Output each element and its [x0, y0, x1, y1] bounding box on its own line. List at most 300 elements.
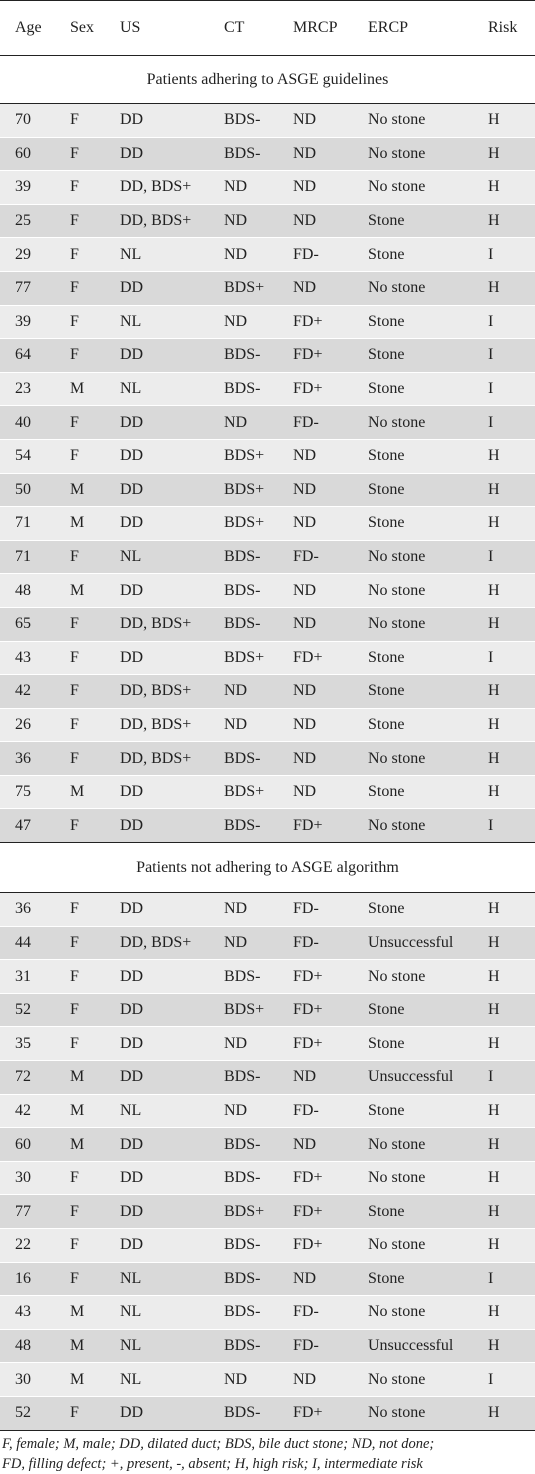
risk-cell: I	[473, 372, 535, 406]
mrcp-cell: FD-	[278, 893, 353, 927]
sex-cell: F	[55, 1195, 105, 1229]
ercp-cell: No stone	[353, 406, 473, 440]
us-cell: NL	[105, 305, 209, 339]
risk-cell: H	[473, 1396, 535, 1430]
ercp-cell: Stone	[353, 1094, 473, 1128]
us-cell: NL	[105, 1296, 209, 1330]
ercp-cell: No stone	[353, 1161, 473, 1195]
column-header-risk: Risk	[473, 1, 535, 56]
risk-cell: H	[473, 993, 535, 1027]
us-cell: DD, BDS+	[105, 675, 209, 709]
age-cell: 71	[0, 507, 55, 541]
table-row	[0, 439, 535, 473]
table-row	[0, 507, 535, 541]
table-row	[0, 406, 535, 440]
mrcp-cell: FD+	[278, 1229, 353, 1263]
ercp-cell: Stone	[353, 1262, 473, 1296]
us-cell: DD, BDS+	[105, 204, 209, 238]
table-row	[0, 742, 535, 776]
ct-cell: BDS+	[209, 1195, 278, 1229]
ct-cell: ND	[209, 1363, 278, 1397]
ercp-cell: Stone	[353, 372, 473, 406]
sex-cell: M	[55, 1061, 105, 1095]
ct-cell: BDS+	[209, 473, 278, 507]
risk-cell: I	[473, 1363, 535, 1397]
ct-cell: ND	[209, 1027, 278, 1061]
mrcp-cell: ND	[278, 708, 353, 742]
ercp-cell: No stone	[353, 104, 473, 138]
ercp-cell: No stone	[353, 809, 473, 843]
risk-cell: H	[473, 960, 535, 994]
age-cell: 39	[0, 171, 55, 205]
ercp-cell: No stone	[353, 1396, 473, 1430]
sex-cell: F	[55, 271, 105, 305]
sex-cell: F	[55, 1161, 105, 1195]
mrcp-cell: ND	[278, 1061, 353, 1095]
mrcp-cell: ND	[278, 574, 353, 608]
risk-cell: H	[473, 708, 535, 742]
table-row	[0, 926, 535, 960]
ercp-cell: Stone	[353, 339, 473, 373]
ercp-cell: Stone	[353, 1195, 473, 1229]
risk-cell: I	[473, 1262, 535, 1296]
ct-cell: BDS+	[209, 775, 278, 809]
risk-cell: H	[473, 926, 535, 960]
ct-cell: BDS-	[209, 1161, 278, 1195]
ercp-cell: Stone	[353, 1027, 473, 1061]
mrcp-cell: ND	[278, 171, 353, 205]
risk-cell: H	[473, 171, 535, 205]
us-cell: DD	[105, 507, 209, 541]
risk-cell: I	[473, 641, 535, 675]
table-row	[0, 1363, 535, 1397]
risk-cell: H	[473, 742, 535, 776]
risk-cell: H	[473, 574, 535, 608]
ercp-cell: No stone	[353, 574, 473, 608]
mrcp-cell: ND	[278, 1262, 353, 1296]
ct-cell: ND	[209, 204, 278, 238]
ercp-cell: No stone	[353, 137, 473, 171]
risk-cell: H	[473, 607, 535, 641]
sex-cell: F	[55, 675, 105, 709]
table-row	[0, 540, 535, 574]
risk-cell: H	[473, 1128, 535, 1162]
risk-cell: H	[473, 1094, 535, 1128]
mrcp-cell: ND	[278, 204, 353, 238]
us-cell: DD	[105, 439, 209, 473]
ercp-cell: Stone	[353, 775, 473, 809]
ercp-cell: No stone	[353, 171, 473, 205]
sex-cell: F	[55, 305, 105, 339]
sex-cell: F	[55, 742, 105, 776]
ct-cell: ND	[209, 238, 278, 272]
age-cell: 52	[0, 1396, 55, 1430]
age-cell: 75	[0, 775, 55, 809]
table-footnote	[0, 1431, 535, 1474]
sex-cell: F	[55, 1262, 105, 1296]
mrcp-cell: FD-	[278, 540, 353, 574]
footnote-line-2: FD, filling defect; +, present, -, absent; H, high risk; I, intermediate risk	[2, 1455, 423, 1472]
ct-cell: BDS-	[209, 1128, 278, 1162]
sex-cell: F	[55, 641, 105, 675]
sex-cell: F	[55, 960, 105, 994]
table-row	[0, 1128, 535, 1162]
table-row	[0, 641, 535, 675]
age-cell: 26	[0, 708, 55, 742]
age-cell: 65	[0, 607, 55, 641]
ct-cell: ND	[209, 406, 278, 440]
table-row	[0, 574, 535, 608]
us-cell: DD	[105, 1229, 209, 1263]
sex-cell: F	[55, 1396, 105, 1430]
age-cell: 72	[0, 1061, 55, 1095]
table-row	[0, 775, 535, 809]
mrcp-cell: FD+	[278, 372, 353, 406]
us-cell: DD	[105, 104, 209, 138]
column-header-mrcp: MRCP	[278, 1, 353, 56]
age-cell: 42	[0, 1094, 55, 1128]
ct-cell: BDS-	[209, 1262, 278, 1296]
age-cell: 77	[0, 271, 55, 305]
sex-cell: F	[55, 439, 105, 473]
mrcp-cell: FD+	[278, 1396, 353, 1430]
table-row	[0, 204, 535, 238]
ercp-cell: Unsuccessful	[353, 1329, 473, 1363]
age-cell: 30	[0, 1363, 55, 1397]
ercp-cell: Unsuccessful	[353, 1061, 473, 1095]
ct-cell: BDS-	[209, 372, 278, 406]
ct-cell: ND	[209, 305, 278, 339]
age-cell: 42	[0, 675, 55, 709]
table-row	[0, 993, 535, 1027]
us-cell: NL	[105, 540, 209, 574]
sex-cell: F	[55, 993, 105, 1027]
table-row	[0, 137, 535, 171]
table-row	[0, 339, 535, 373]
age-cell: 77	[0, 1195, 55, 1229]
age-cell: 30	[0, 1161, 55, 1195]
us-cell: DD	[105, 1027, 209, 1061]
us-cell: DD, BDS+	[105, 171, 209, 205]
mrcp-cell: FD+	[278, 993, 353, 1027]
ct-cell: ND	[209, 1094, 278, 1128]
mrcp-cell: ND	[278, 742, 353, 776]
age-cell: 43	[0, 641, 55, 675]
mrcp-cell: ND	[278, 104, 353, 138]
sex-cell: M	[55, 372, 105, 406]
table-row	[0, 1396, 535, 1430]
ct-cell: BDS-	[209, 1229, 278, 1263]
age-cell: 36	[0, 742, 55, 776]
ct-cell: ND	[209, 926, 278, 960]
sex-cell: M	[55, 1094, 105, 1128]
risk-cell: I	[473, 809, 535, 843]
ercp-cell: Stone	[353, 893, 473, 927]
us-cell: NL	[105, 1329, 209, 1363]
ct-cell: BDS-	[209, 1396, 278, 1430]
sex-cell: F	[55, 137, 105, 171]
sex-cell: F	[55, 1027, 105, 1061]
ct-cell: BDS-	[209, 742, 278, 776]
age-cell: 29	[0, 238, 55, 272]
table-row	[0, 372, 535, 406]
ct-cell: BDS-	[209, 607, 278, 641]
table-row	[0, 1094, 535, 1128]
sex-cell: M	[55, 1329, 105, 1363]
risk-cell: H	[473, 137, 535, 171]
ercp-cell: No stone	[353, 607, 473, 641]
section-header-row	[0, 56, 535, 104]
ct-cell: ND	[209, 708, 278, 742]
table-row	[0, 809, 535, 843]
risk-cell: H	[473, 204, 535, 238]
us-cell: DD	[105, 893, 209, 927]
age-cell: 39	[0, 305, 55, 339]
ct-cell: BDS+	[209, 993, 278, 1027]
us-cell: DD	[105, 641, 209, 675]
risk-cell: I	[473, 406, 535, 440]
age-cell: 60	[0, 137, 55, 171]
risk-cell: H	[473, 675, 535, 709]
ercp-cell: Unsuccessful	[353, 926, 473, 960]
ct-cell: BDS+	[209, 641, 278, 675]
mrcp-cell: ND	[278, 137, 353, 171]
sex-cell: M	[55, 1296, 105, 1330]
sex-cell: F	[55, 339, 105, 373]
us-cell: DD	[105, 775, 209, 809]
ercp-cell: Stone	[353, 439, 473, 473]
age-cell: 71	[0, 540, 55, 574]
risk-cell: H	[473, 271, 535, 305]
section-title: Patients not adhering to ASGE algorithm	[0, 843, 535, 893]
mrcp-cell: ND	[278, 675, 353, 709]
ct-cell: BDS-	[209, 339, 278, 373]
risk-cell: I	[473, 339, 535, 373]
table-row	[0, 960, 535, 994]
sex-cell: F	[55, 406, 105, 440]
mrcp-cell: FD-	[278, 1296, 353, 1330]
mrcp-cell: FD-	[278, 926, 353, 960]
risk-cell: H	[473, 1296, 535, 1330]
risk-cell: H	[473, 473, 535, 507]
age-cell: 48	[0, 1329, 55, 1363]
table-row	[0, 473, 535, 507]
mrcp-cell: FD+	[278, 1195, 353, 1229]
age-cell: 22	[0, 1229, 55, 1263]
table-row	[0, 675, 535, 709]
column-header-ct: CT	[209, 1, 278, 56]
section-title: Patients adhering to ASGE guidelines	[0, 56, 535, 104]
us-cell: DD	[105, 809, 209, 843]
age-cell: 40	[0, 406, 55, 440]
table-row	[0, 1229, 535, 1263]
mrcp-cell: ND	[278, 1363, 353, 1397]
sex-cell: F	[55, 893, 105, 927]
us-cell: DD	[105, 1128, 209, 1162]
us-cell: NL	[105, 1262, 209, 1296]
table-row	[0, 1329, 535, 1363]
risk-cell: H	[473, 507, 535, 541]
us-cell: DD	[105, 1061, 209, 1095]
mrcp-cell: FD+	[278, 641, 353, 675]
ercp-cell: No stone	[353, 1128, 473, 1162]
age-cell: 36	[0, 893, 55, 927]
table-header	[0, 1, 535, 56]
ercp-cell: No stone	[353, 742, 473, 776]
mrcp-cell: ND	[278, 1128, 353, 1162]
us-cell: DD	[105, 406, 209, 440]
mrcp-cell: FD+	[278, 339, 353, 373]
us-cell: NL	[105, 238, 209, 272]
risk-cell: H	[473, 1195, 535, 1229]
ercp-cell: Stone	[353, 708, 473, 742]
table-row	[0, 1195, 535, 1229]
ercp-cell: Stone	[353, 238, 473, 272]
ct-cell: BDS-	[209, 104, 278, 138]
mrcp-cell: FD-	[278, 1329, 353, 1363]
ct-cell: BDS-	[209, 137, 278, 171]
mrcp-cell: FD+	[278, 305, 353, 339]
ct-cell: BDS+	[209, 439, 278, 473]
ct-cell: BDS-	[209, 574, 278, 608]
table-row	[0, 1262, 535, 1296]
risk-cell: H	[473, 893, 535, 927]
table-row	[0, 1296, 535, 1330]
mrcp-cell: ND	[278, 439, 353, 473]
age-cell: 64	[0, 339, 55, 373]
ercp-cell: No stone	[353, 1296, 473, 1330]
age-cell: 23	[0, 372, 55, 406]
mrcp-cell: FD+	[278, 1161, 353, 1195]
column-header-age: Age	[0, 1, 55, 56]
sex-cell: M	[55, 1363, 105, 1397]
us-cell: DD	[105, 271, 209, 305]
ercp-cell: No stone	[353, 1229, 473, 1263]
us-cell: DD	[105, 137, 209, 171]
risk-cell: H	[473, 1161, 535, 1195]
ercp-cell: Stone	[353, 675, 473, 709]
age-cell: 48	[0, 574, 55, 608]
age-cell: 47	[0, 809, 55, 843]
sex-cell: M	[55, 1128, 105, 1162]
table-row	[0, 305, 535, 339]
age-cell: 70	[0, 104, 55, 138]
mrcp-cell: FD-	[278, 406, 353, 440]
sex-cell: F	[55, 238, 105, 272]
risk-cell: H	[473, 439, 535, 473]
ct-cell: BDS+	[209, 507, 278, 541]
ercp-cell: Stone	[353, 204, 473, 238]
mrcp-cell: FD-	[278, 238, 353, 272]
ercp-cell: Stone	[353, 305, 473, 339]
age-cell: 35	[0, 1027, 55, 1061]
us-cell: DD, BDS+	[105, 926, 209, 960]
age-cell: 43	[0, 1296, 55, 1330]
ct-cell: ND	[209, 171, 278, 205]
sex-cell: M	[55, 574, 105, 608]
age-cell: 31	[0, 960, 55, 994]
sex-cell: M	[55, 473, 105, 507]
us-cell: NL	[105, 372, 209, 406]
risk-cell: I	[473, 1061, 535, 1095]
age-cell: 44	[0, 926, 55, 960]
mrcp-cell: ND	[278, 775, 353, 809]
table-row	[0, 1061, 535, 1095]
ct-cell: BDS-	[209, 1329, 278, 1363]
age-cell: 52	[0, 993, 55, 1027]
ct-cell: BDS-	[209, 1296, 278, 1330]
mrcp-cell: ND	[278, 607, 353, 641]
ct-cell: BDS-	[209, 1061, 278, 1095]
us-cell: DD	[105, 1161, 209, 1195]
us-cell: DD, BDS+	[105, 607, 209, 641]
risk-cell: H	[473, 1229, 535, 1263]
us-cell: DD	[105, 339, 209, 373]
table-row	[0, 607, 535, 641]
table-row	[0, 893, 535, 927]
ercp-cell: No stone	[353, 271, 473, 305]
mrcp-cell: FD+	[278, 960, 353, 994]
sex-cell: F	[55, 104, 105, 138]
us-cell: DD	[105, 1396, 209, 1430]
mrcp-cell: FD-	[278, 1094, 353, 1128]
ct-cell: ND	[209, 675, 278, 709]
us-cell: DD	[105, 993, 209, 1027]
sex-cell: F	[55, 204, 105, 238]
ercp-cell: No stone	[353, 960, 473, 994]
mrcp-cell: ND	[278, 271, 353, 305]
table-row	[0, 271, 535, 305]
risk-cell: I	[473, 238, 535, 272]
age-cell: 50	[0, 473, 55, 507]
us-cell: NL	[105, 1363, 209, 1397]
mrcp-cell: FD+	[278, 1027, 353, 1061]
age-cell: 16	[0, 1262, 55, 1296]
ct-cell: BDS-	[209, 540, 278, 574]
ercp-cell: Stone	[353, 993, 473, 1027]
mrcp-cell: ND	[278, 507, 353, 541]
footnote-line-1: F, female; M, male; DD, dilated duct; BDS, bile duct stone; ND, not done;	[2, 1435, 435, 1452]
sex-cell: M	[55, 507, 105, 541]
risk-cell: I	[473, 305, 535, 339]
us-cell: NL	[105, 1094, 209, 1128]
ct-cell: BDS+	[209, 271, 278, 305]
ercp-cell: No stone	[353, 1363, 473, 1397]
column-header-sex: Sex	[55, 1, 105, 56]
age-cell: 25	[0, 204, 55, 238]
risk-cell: H	[473, 1027, 535, 1061]
risk-cell: I	[473, 540, 535, 574]
ercp-cell: Stone	[353, 507, 473, 541]
mrcp-cell: ND	[278, 473, 353, 507]
sex-cell: F	[55, 540, 105, 574]
sex-cell: F	[55, 708, 105, 742]
column-header-us: US	[105, 1, 209, 56]
table-row	[0, 1027, 535, 1061]
header-row	[0, 1, 535, 56]
sex-cell: F	[55, 171, 105, 205]
us-cell: DD	[105, 960, 209, 994]
risk-cell: H	[473, 1329, 535, 1363]
table-row	[0, 104, 535, 138]
section-header-row	[0, 843, 535, 893]
age-cell: 54	[0, 439, 55, 473]
us-cell: DD	[105, 574, 209, 608]
sex-cell: F	[55, 1229, 105, 1263]
us-cell: DD, BDS+	[105, 742, 209, 776]
sex-cell: F	[55, 809, 105, 843]
ercp-cell: No stone	[353, 540, 473, 574]
